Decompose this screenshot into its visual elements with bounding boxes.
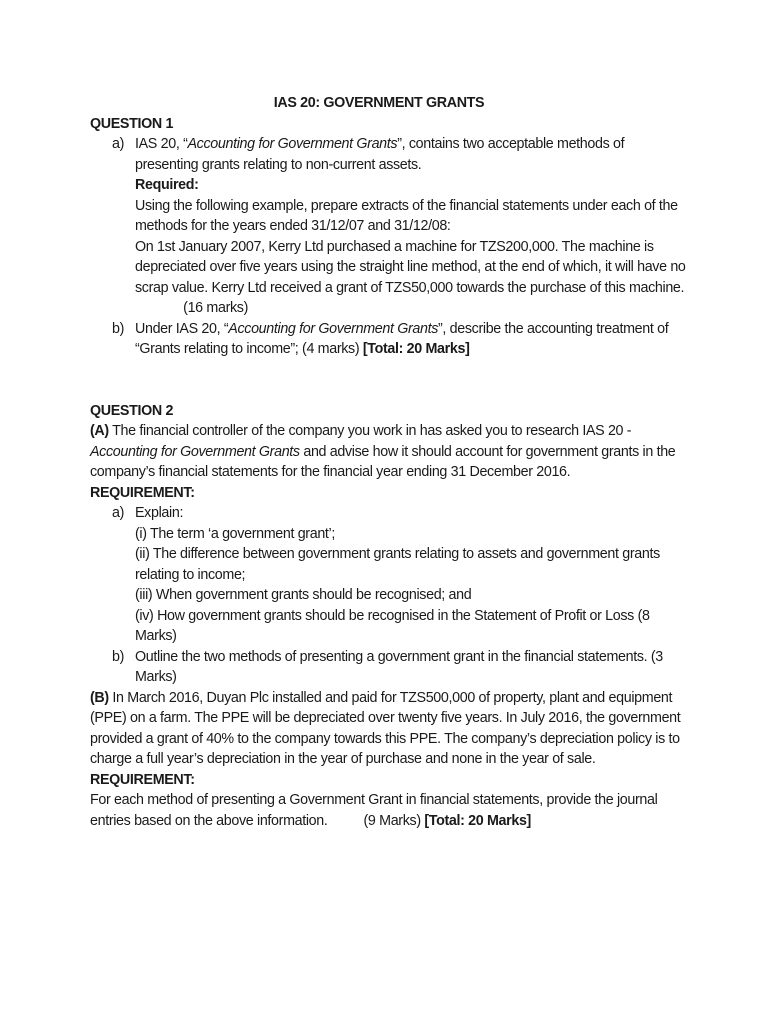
list-marker: b): [112, 320, 125, 337]
q1b-text-start: Under IAS 20, “: [135, 320, 229, 337]
question-2-heading: QUESTION 2: [90, 402, 174, 419]
question-2-part-A: [90, 421, 690, 483]
q2-final-marks: (9 Marks): [363, 812, 425, 829]
q1b-text-end: ”, describe the accounting treatment of “Grants relating to income”; (4 marks): [135, 320, 669, 357]
question-2-part-B: [90, 688, 690, 770]
q1-required-text: Using the following example, prepare extracts of the financial statements under each of the methods for the years ended 31/12/07 and 31/12/08:: [135, 197, 678, 234]
q2a-item-ii: (ii) The difference between government grants relating to assets and government grants relating to income;: [135, 546, 660, 583]
q1-scenario: [135, 237, 690, 319]
q2b-text: Outline the two methods of presenting a government grant in the financial statements. (3 Marks): [135, 648, 663, 685]
list-marker: b): [112, 648, 125, 665]
question-1-part-a: [90, 134, 690, 319]
q2A-text-start: The financial controller of the company you work in has asked you to research IAS 20 -: [108, 423, 632, 439]
q2-total-marks: [Total: 20 Marks]: [424, 812, 531, 829]
q2B-text: In March 2016, Duyan Plc installed and paid for TZS500,000 of property, plant and equipment (PPE) on a farm. The PPE will be depreciated over twenty five years. In July 2016, the government provided a grant of 40% to the company towards this PPE. The company’s depreciation policy is to charge a full year’s depreciation in the year of purchase and none in the year of sale.: [90, 689, 681, 767]
q2A-standard-name: Accounting for Government Grants: [90, 443, 300, 460]
q2a-text: Explain:: [135, 505, 184, 521]
question-1-heading: QUESTION 1: [90, 115, 174, 132]
question-2-part-a: [90, 503, 690, 647]
q2A-text-end: and advise how it should account for government grants in the company’s financial statements for the financial year ending 31 December 2016.: [90, 443, 676, 480]
q2-requirement-label-2: REQUIREMENT:: [90, 771, 195, 788]
q2a-item-iv: (iv) How government grants should be recognised in the Statement of Profit or Loss (8 Marks): [135, 607, 650, 644]
q2-final-requirement: [90, 790, 690, 831]
q2-final-text: For each method of presenting a Government Grant in financial statements, provide the journal entries based on the above information.: [90, 792, 658, 829]
q1-required-label: Required:: [135, 177, 199, 193]
list-marker: a): [112, 505, 125, 521]
document-page: [90, 93, 690, 831]
document-title: IAS 20: GOVERNMENT GRANTS: [273, 95, 485, 111]
q1a-text-start: IAS 20, “: [135, 136, 188, 152]
q1a-standard-name: Accounting for Government Grants: [187, 136, 398, 152]
q2-requirement-label: REQUIREMENT:: [90, 484, 195, 501]
q2a-item-iii: (iii) When government grants should be recognised; and: [135, 587, 472, 603]
question-2-part-b: [90, 647, 690, 688]
q1-scenario-marks: (16 marks): [183, 300, 248, 316]
list-marker: a): [112, 136, 125, 152]
question-1-part-b: [90, 319, 690, 360]
q2a-item-i: (i) The term ‘a government grant’;: [135, 525, 335, 542]
q2-B-label: (B): [90, 689, 109, 706]
q1b-standard-name: Accounting for Government Grants: [228, 320, 439, 337]
q1-scenario-text: On 1st January 2007, Kerry Ltd purchased a machine for TZS200,000. The machine is depreciated over five years using the straight line method, at the end of which, it will have no scrap value. Kerry Ltd received a grant of TZS50,000 towards the purchase of this machine.: [135, 238, 686, 296]
q1-total-marks: [Total: 20 Marks]: [362, 341, 470, 357]
q2-A-label: (A): [90, 423, 109, 439]
spacer: [90, 360, 690, 401]
q1a-text-end: ”, contains two acceptable methods of presenting grants relating to non-current assets.: [135, 136, 625, 173]
